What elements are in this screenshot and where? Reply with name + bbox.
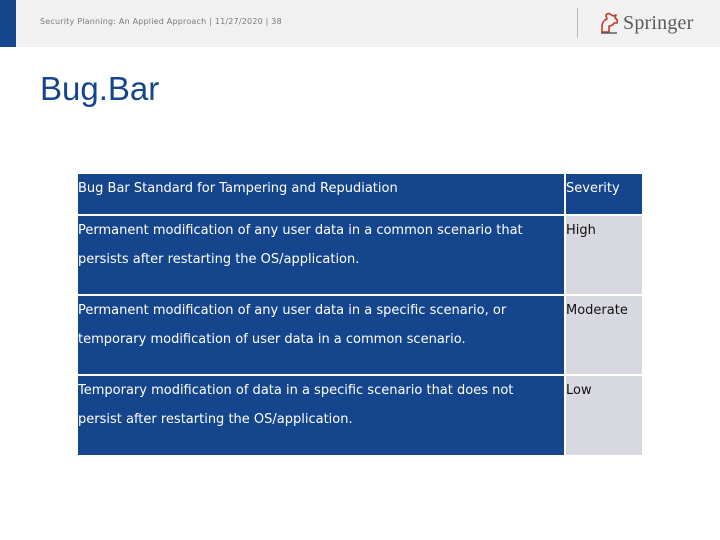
row-description-line: persists after restarting the OS/application. bbox=[78, 252, 360, 267]
springer-horse-icon bbox=[598, 11, 620, 35]
severity-value: Low bbox=[566, 383, 592, 398]
springer-logo bbox=[598, 8, 693, 38]
row-description bbox=[78, 215, 565, 295]
row-description-line: Temporary modification of data in a specific scenario that does not bbox=[78, 383, 514, 398]
severity-value: Moderate bbox=[566, 303, 628, 318]
row-description bbox=[78, 375, 565, 455]
table-header-severity: Severity bbox=[565, 174, 642, 215]
table-row bbox=[78, 215, 642, 295]
table-row bbox=[78, 295, 642, 375]
severity-value: High bbox=[566, 223, 596, 238]
table-header-row bbox=[78, 174, 642, 215]
row-severity bbox=[565, 215, 642, 295]
slide-title: Bug.Bar bbox=[40, 70, 160, 107]
table-header-description: Bug Bar Standard for Tampering and Repudiation bbox=[78, 174, 565, 215]
row-description-line: Permanent modification of any user data in a common scenario that bbox=[78, 223, 523, 238]
logo-wordmark: Springer bbox=[623, 11, 694, 34]
row-severity bbox=[565, 295, 642, 375]
slide-header-bar bbox=[0, 0, 720, 47]
header-divider bbox=[577, 8, 578, 38]
row-description-line: persist after restarting the OS/application. bbox=[78, 412, 353, 427]
bug-bar-table bbox=[78, 174, 642, 455]
header-accent-stripe bbox=[0, 0, 16, 47]
table-row bbox=[78, 375, 642, 455]
row-severity bbox=[565, 375, 642, 455]
row-description-line: temporary modification of user data in a common scenario. bbox=[78, 332, 466, 347]
row-description-line: Permanent modification of any user data in a specific scenario, or bbox=[78, 303, 507, 318]
header-citation: Security Planning: An Applied Approach | 11/27/2020 | 38 bbox=[40, 17, 282, 26]
row-description bbox=[78, 295, 565, 375]
